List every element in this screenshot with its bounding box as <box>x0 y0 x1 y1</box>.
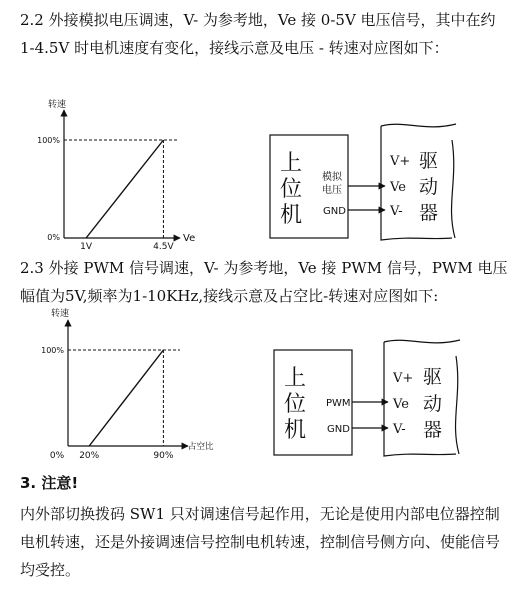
driver1-pin-vminus: V- <box>390 204 403 219</box>
chart-duty-speed <box>41 307 214 461</box>
chart2-xtick-1: 20% <box>79 451 100 461</box>
host2-char-2: 位 <box>284 392 307 417</box>
driver-wavy-top-2 <box>384 340 460 343</box>
driver1-pin-vplus: V+ <box>390 154 411 169</box>
host1-signal-analog-1: 模拟 <box>322 172 342 183</box>
section-2-2-text: 2.2 外接模拟电压调速，V- 为参考地，Ve 接 0-5V 电压信号，其中在约 1-4.5V 时电机速度有变化，接线示意及电压 - 转速对应图如下： <box>20 11 496 57</box>
chart1-xtick-1: 1V <box>80 242 93 252</box>
driver-wavy-top-1 <box>381 124 456 127</box>
host2-signal-pwm: PWM <box>326 398 351 409</box>
chart1-series-line <box>86 140 163 238</box>
driver1-pin-ve: Ve <box>390 180 406 195</box>
section-2-3-text: 2.3 外接 PWM 信号调速，V- 为参考地，Ve 接 PWM 信号，PWM 电压幅值为5V,频率为1-10KHz,接线示意及占空比-转速对应图如下: <box>20 259 508 305</box>
host1-signal-gnd: GND <box>323 206 346 217</box>
driver2-pin-vplus: V+ <box>393 371 414 386</box>
host1-char-3: 机 <box>280 203 303 228</box>
chart1-ylabel: 转速 <box>48 100 67 110</box>
host2-char-3: 机 <box>284 418 307 443</box>
host1-signal-analog-2: 电压 <box>322 185 342 196</box>
chart2-ytick-top: 100% <box>41 346 64 355</box>
driver1-char-3: 器 <box>419 202 439 224</box>
chart2-xlabel: 占空比 <box>188 442 214 452</box>
driver2-pin-ve: Ve <box>393 397 409 412</box>
driver2-char-2: 动 <box>423 393 443 415</box>
driver1-char-2: 动 <box>419 176 439 198</box>
chart1-xtick-2: 4.5V <box>153 242 174 252</box>
wiring-diagram-2 <box>274 340 460 456</box>
driver-wavy-right-2 <box>456 356 459 454</box>
section-3-text: 内外部切换拨码 SW1 只对调速信号起作用，无论是使用内部电位器控制电机转速，还是外接调速信号控制电机转速，控制信号侧方向、使能信号均受控。 <box>20 505 501 579</box>
driver-wavy-right-1 <box>452 140 455 238</box>
driver1-char-1: 驱 <box>419 150 439 172</box>
wiring-diagram-1 <box>270 124 456 240</box>
chart-voltage-speed <box>37 98 195 252</box>
chart1-ytick-top: 100% <box>37 136 60 145</box>
host2-signal-gnd: GND <box>327 424 350 435</box>
chart2-series-line <box>89 350 163 446</box>
driver2-pin-vminus: V- <box>393 422 406 437</box>
chart2-ylabel: 转速 <box>51 309 70 319</box>
chart2-ytick-origin: 0% <box>49 451 65 461</box>
section-3-heading: 3. 注意! <box>20 474 79 492</box>
host1-char-1: 上 <box>280 151 303 176</box>
chart2-xtick-2: 90% <box>153 451 174 461</box>
chart1-xlabel: Ve <box>183 233 196 244</box>
driver2-char-1: 驱 <box>423 366 443 388</box>
host2-char-1: 上 <box>284 366 307 391</box>
driver2-char-3: 器 <box>423 419 443 441</box>
chart1-ytick-origin: 0% <box>47 233 60 242</box>
host1-char-2: 位 <box>280 177 303 202</box>
